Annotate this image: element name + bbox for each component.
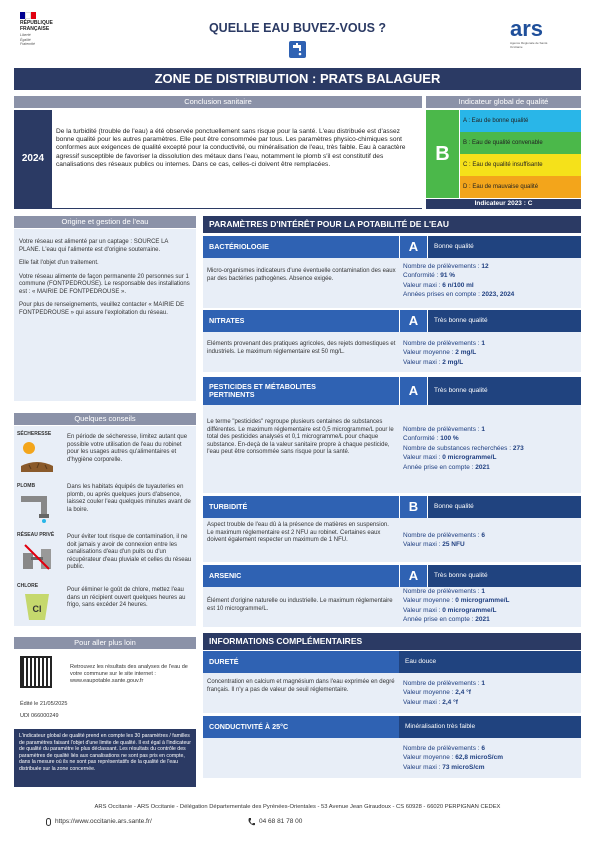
legend-c: C : Eau de qualité insuffisante	[460, 154, 581, 176]
indicator-footer: Indicateur 2023 : C	[426, 199, 581, 209]
indicator-header: Indicateur global de qualité	[426, 96, 581, 108]
param-bacteriology-grade: A	[399, 236, 427, 258]
origin-header: Origine et gestion de l'eau	[14, 216, 196, 228]
flag-icon	[20, 12, 36, 19]
param-nitrates-quality: Très bonne qualité	[428, 310, 581, 332]
params-header: PARAMÈTRES D'INTÉRÊT POUR LA POTABILITÉ DE L'EAU	[203, 216, 581, 233]
param-arsenic-label: ARSENIC	[203, 565, 399, 587]
indicator-grade: B	[426, 110, 459, 198]
param-bacteriology-desc: Micro-organismes indicateurs d'une éventuelle contamination des eaux par des bactéries pathogènes. Absence exigée.	[207, 268, 396, 282]
legend-a: A : Eau de bonne qualité	[460, 110, 581, 132]
param-nitrates-desc: Eléments provenant des pratiques agricoles, des rejets domestiques et industriels. Le maximum réglementaire est 50 mg/L.	[207, 341, 396, 355]
conclusion-year: 2024	[14, 110, 52, 208]
phone-icon	[248, 818, 255, 826]
param-nitrates-grade: A	[399, 310, 427, 332]
chlorine-icon: CHLORE Cl	[17, 583, 57, 626]
param-turbidity-stats: Nombre de prélèvements : 6 Valeur maxi : 25 NFU	[403, 532, 486, 549]
further-header: Pour aller plus loin	[14, 637, 196, 649]
param-turbidity-grade: B	[399, 496, 427, 518]
mouse-icon	[46, 818, 51, 826]
info-conductivity-quality: Minéralisation très faible	[399, 716, 581, 738]
qr-code-icon[interactable]	[20, 656, 52, 688]
tip-lead: Dans les habitats équipés de tuyauteries en plomb, ou après quelques jours d'absence, laissez couler l'eau quelques minutes avant de la boire.	[67, 484, 191, 513]
further-text: Retrouvez les résultats des analyses de l'eau de votre commune sur le site internet : www.eaupotable.sante.gouv.fr	[70, 664, 188, 684]
param-turbidity-desc: Aspect trouble de l'eau dû à la présence de matières en suspension. Le maximum réglementaire est 2 NFU au robinet. Certaines eaux doivent également respecter un maximum de 1 NFU.	[207, 522, 389, 543]
tip-chlorine: Pour éliminer le goût de chlore, mettez l'eau dans un récipient ouvert quelques heures au frigo, sans excéder 24 heures.	[67, 587, 186, 608]
param-pesticides-stats: Nombre de prélèvements : 1 Conformité : 100 % Nombre de substances recherchées : 273 Valeur maxi : 0 microgramme/L Année prise en compte : 2021	[403, 426, 524, 471]
info-hardness-stats: Nombre de prélèvements : 1 Valeur moyenne : 2,4 °f Valeur maxi : 2,4 °f	[403, 680, 486, 706]
param-arsenic-grade: A	[399, 565, 427, 587]
footer-address: ARS Occitanie - ARS Occitanie - Délégation Départementale des Pyrénées-Orientales - 53 Avenue Jean Giraudoux - CS 60928 - 66020 PERPIGNAN CEDEX	[94, 804, 501, 810]
quality-note: L'indicateur global de qualité prend en compte les 30 paramètres / familles de paramètres faisant l'objet d'une limite de qualité. Il est égal à l'indicateur de qualité du paramètre le plus déclassant. Les résultats du contrôle des paramètres de qualité liés aux canalisations ne sont pas pris en compte, dans la mesure où ils ne sont pas représentatifs de la qualité de l'eau distribuée sur la zone concernée.	[14, 729, 196, 787]
ars-logo: ars Agence Régionale de Santé Occitanie	[510, 16, 548, 49]
tips-header: Quelques conseils	[14, 413, 196, 425]
param-arsenic-quality: Très bonne qualité	[428, 565, 581, 587]
param-bacteriology-label: BACTÉRIOLOGIE	[203, 236, 399, 258]
svg-text:Cl: Cl	[32, 603, 42, 614]
info-hardness-label: DURETÉ	[203, 651, 399, 673]
faucet-icon	[289, 41, 306, 58]
edited-date: Édité le 21/05/2025	[20, 701, 68, 707]
conclusion-header: Conclusion sanitaire	[14, 96, 422, 108]
param-turbidity-quality: Bonne qualité	[428, 496, 581, 518]
tip-private-network: Pour éviter tout risque de contamination, il ne doit jamais y avoir de connexion entre les canalisations d'eau d'un puits ou d'un récupérateur d'eau pluviale et celles du réseau public.	[67, 534, 192, 570]
page-title: QUELLE EAU BUVEZ-VOUS ?	[208, 21, 387, 35]
param-bacteriology-quality: Bonne qualité	[428, 236, 581, 258]
legend-b: B : Eau de qualité convenable	[460, 132, 581, 154]
info-hardness-quality: Eau douce	[399, 651, 581, 673]
footer-phone[interactable]: 04 68 81 78 00	[248, 818, 302, 826]
param-pesticides-desc: Le terme "pesticides" regroupe plusieurs centaines de substances différentes. Le maximum réglementaire est 0,5 microgramme/L pour le total des pesticides analysés et 0,1 microgramme/L pour chaque substance. En-deçà de la valeur sanitaire propre à chaque pesticide, l'eau peut être consommée sans risque pour la santé.	[207, 419, 394, 455]
param-nitrates-stats: Nombre de prélèvements : 1 Valeur moyenne : 2 mg/L Valeur maxi : 2 mg/L	[403, 340, 486, 366]
lead-pipe-icon: PLOMB	[17, 483, 57, 526]
conclusion-border	[14, 208, 422, 209]
param-pesticides-quality: Très bonne qualité	[428, 377, 581, 405]
footer-url[interactable]: https://www.occitanie.ars.sante.fr/	[46, 818, 152, 826]
info-header: INFORMATIONS COMPLÉMENTAIRES	[203, 633, 581, 650]
param-turbidity-label: TURBIDITÉ	[203, 496, 399, 518]
info-conductivity-stats: Nombre de prélèvements : 6 Valeur moyenne : 62,8 microS/cm Valeur maxi : 73 microS/cm	[403, 745, 503, 771]
udi-code: UDI 066000249	[20, 713, 59, 719]
param-arsenic-desc: Élément d'origine naturelle ou industrielle. Le maximum réglementaire est 10 microgramme/L.	[207, 598, 393, 612]
info-conductivity-label: CONDUCTIVITÉ À 25°C	[203, 716, 399, 738]
param-nitrates-label: NITRATES	[203, 310, 399, 332]
param-arsenic-stats: Nombre de prélèvements : 1 Valeur moyenne : 0 microgramme/L Valeur maxi : 0 microgramme/L Année prise en compte : 2021	[403, 588, 510, 624]
conclusion-text: De la turbidité (trouble de l'eau) a été observée ponctuellement sans risque pour la santé. L'eau distribuée est d'assez bonne qualité pour les autres paramètres. Elle peut être consommée par tous. Les paramètres physico-chimiques sont conformes aux exigences de qualité excepté pour la conductivité, ou minéralisation de l'eau, très faible. Eau à caractère agressif susceptible de favoriser la dissolution des métaux dans l'eau, notamment le plomb s'il est constitutif des canalisations des réseaux publics ou internes. Dans ce cas, celles-ci doivent être remplacées.	[56, 128, 406, 168]
legend-d: D : Eau de mauvaise qualité	[460, 176, 581, 198]
param-pesticides-label: PESTICIDES ET MÉTABOLITES PERTINENTS	[203, 377, 399, 405]
tip-drought: En période de sécheresse, limitez autant que possible votre utilisation de l'eau du robinet pour les usages autres qu'alimentaires et d'hygiène corporelle.	[67, 434, 188, 463]
param-bacteriology-stats: Nombre de prélèvements : 12 Conformité : 91 % Valeur maxi : 6 n/100 ml Années prises en compte : 2023, 2024	[403, 263, 515, 299]
info-hardness-desc: Concentration en calcium et magnésium dans l'eau exprimée en degré français. Il n'y a pas de valeur de seuil réglementaire.	[207, 679, 395, 693]
param-pesticides-grade: A	[399, 377, 427, 405]
indicator-legend	[460, 110, 581, 198]
zone-title: ZONE DE DISTRIBUTION : PRATS BALAGUER	[14, 68, 581, 90]
drought-icon: SÉCHERESSE	[17, 431, 57, 476]
motto-text: Liberté Égalité Fraternité	[20, 33, 35, 47]
republique-text: RÉPUBLIQUE FRANÇAISE	[20, 20, 53, 32]
origin-text: Votre réseau est alimenté par un captage : SOURCE LA PLANE. L'eau qui l'alimente est d'origine souterraine. Elle fait l'objet d'un traitement. Votre réseau alimente de façon permanente 20 personnes sur 1 commune (FONTPEDROUSE). Le responsable des installations est : « MAIRIE DE FONTPEDROUSE ». Pour plus de renseignements, veuillez contacter « MAIRIE DE FONTPEDROUSE » qui assure l'exploitation du réseau.	[19, 239, 190, 316]
private-network-icon: RÉSEAU PRIVÉ	[17, 532, 57, 575]
